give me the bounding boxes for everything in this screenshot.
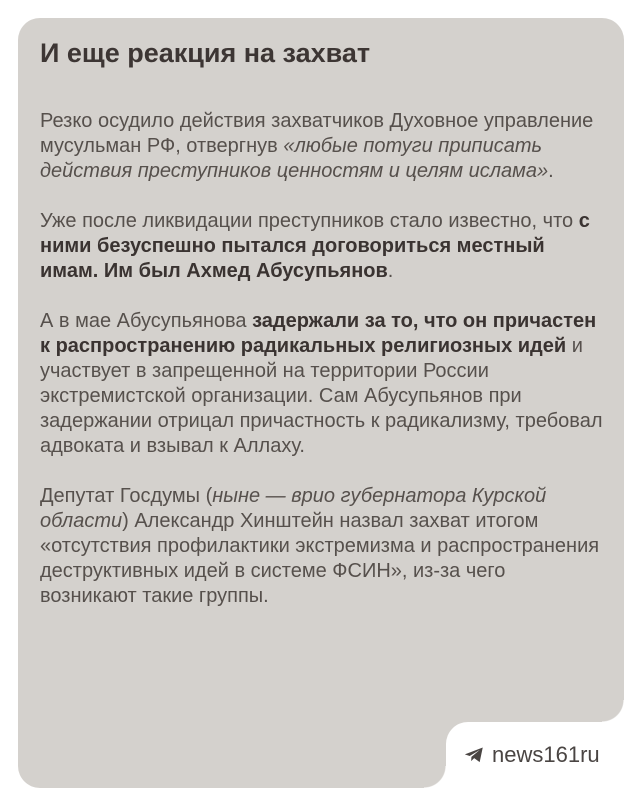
- paragraph-4: [40, 484, 606, 609]
- brand-name: news161ru: [492, 742, 600, 767]
- paragraph-1-quote: «любые потуги приписать действия преступников ценностям и целям ислама»: [40, 135, 549, 182]
- post-card: [18, 18, 624, 788]
- paragraph-1: [40, 109, 606, 184]
- paragraph-1-text: Резко осудило действия захватчиков Духовное управление мусульман РФ, отвергнув: [40, 110, 594, 157]
- paragraph-3-text: А в мае Абусупьянова: [40, 310, 253, 332]
- post-content: [40, 36, 606, 634]
- paragraph-2-bold: с ними безуспешно пытался договориться местный имам. Им был Ахмед Абусупьянов: [40, 210, 590, 282]
- brand-link[interactable]: [464, 739, 600, 771]
- post-title: И еще реакция на захват: [40, 38, 371, 68]
- paragraph-2-text: Уже после ликвидации преступников стало известно, что: [40, 210, 579, 232]
- paragraph-2-end: .: [387, 260, 394, 282]
- telegram-icon: [464, 746, 484, 764]
- footer-tab: [446, 722, 624, 788]
- paragraph-4-rest: ) Александр Хинштейн назвал захват итогом «отсутствия профилактики экстремизма и распространения деструктивных идей в системе ФСИН», из-за чего возникают такие группы.: [40, 510, 600, 607]
- paragraph-2: [40, 209, 606, 284]
- paragraph-1-end: .: [548, 160, 554, 182]
- paragraph-4-text: Депутат Госдумы (: [40, 485, 213, 507]
- paragraph-3-rest: и участвует в запрещенной на территории России экстремистской организации. Сам Абусупьянов при задержании отрицал причастность к радикализму, требовал адвоката и взывал к Аллаху.: [40, 335, 603, 457]
- paragraph-4-italic: ныне — врио губернатора Курской области: [40, 485, 547, 532]
- paragraph-3: [40, 309, 606, 459]
- paragraph-3-bold: задержали за то, что он причастен к распространению радикальных религиозных идей: [40, 310, 597, 357]
